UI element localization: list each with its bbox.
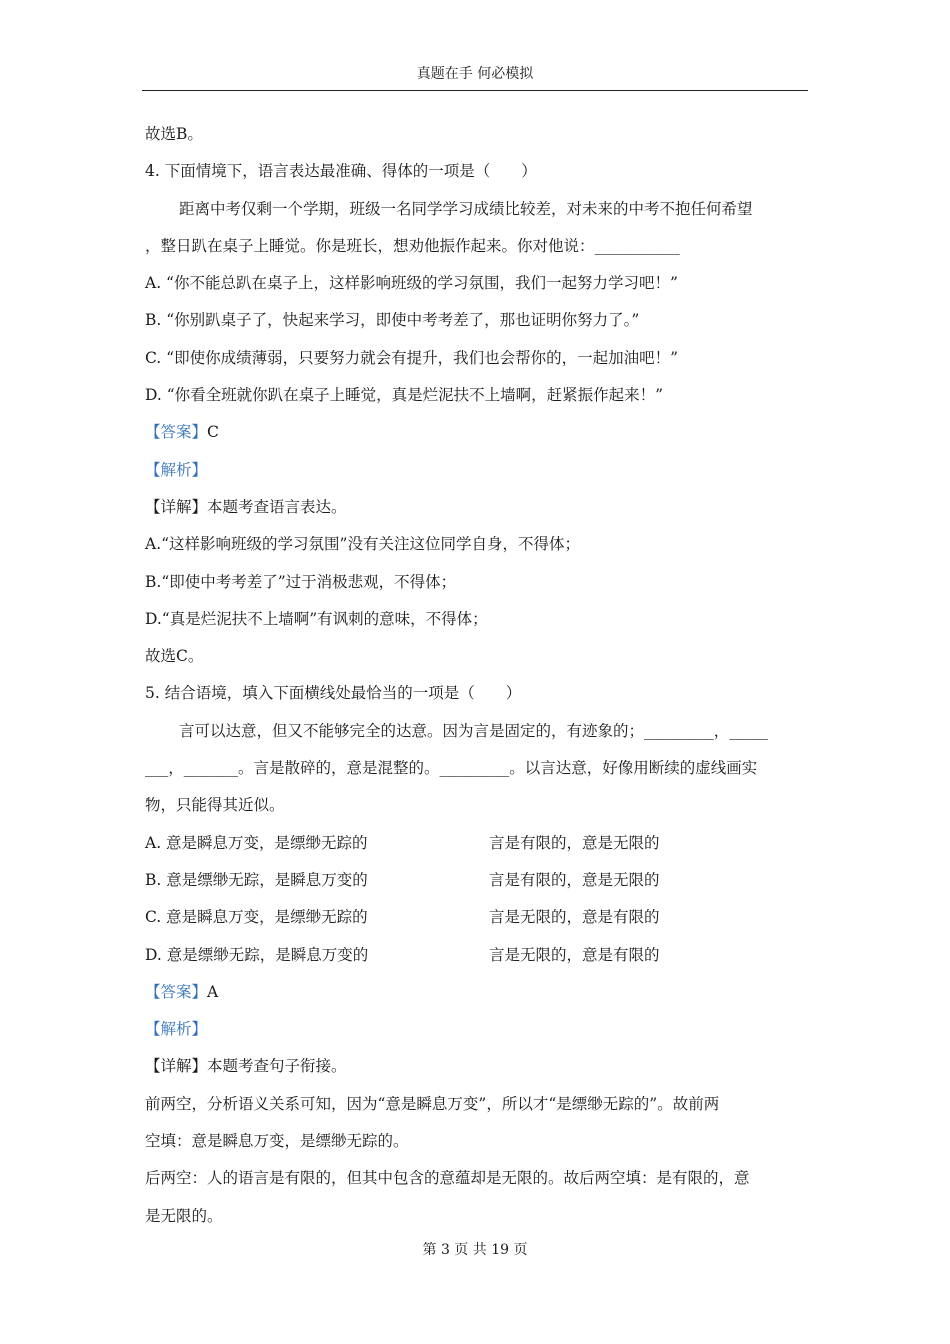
answer-tag: 【答案】 <box>145 982 208 1001</box>
q4-answer-value: C <box>207 423 219 442</box>
q4-analysis-tag: 【解析】 <box>145 460 208 479</box>
q5-option-d: D. 意是缥缈无踪，是瞬息万变的 言是无限的，意是有限的 <box>145 945 660 964</box>
q4-option-a: A. “你不能总趴在桌子上，这样影响班级的学习氛围，我们一起努力学习吧！” <box>145 274 678 293</box>
q5-option-a: A. 意是瞬息万变，是缥缈无踪的 言是有限的，意是无限的 <box>145 833 660 852</box>
q4-context-2: ，整日趴在桌子上睡觉。你是班长，想劝他振作起来。你对他说：___________ <box>145 236 680 255</box>
page-header <box>142 64 808 91</box>
detail-tag: 【详解】 <box>145 1057 208 1076</box>
q4-option-c: C. “即使你成绩薄弱，只要努力就会有提升，我们也会帮你的，一起加油吧！” <box>145 348 679 367</box>
q5-detail-4: 是无限的。 <box>145 1206 223 1225</box>
q4-detail: 【详解】本题考查语言表达。 <box>145 497 347 516</box>
q5-analysis-tag: 【解析】 <box>145 1020 208 1039</box>
q4-conclusion: 故选C。 <box>145 647 204 666</box>
q3-conclusion: 故选B。 <box>145 125 203 143</box>
answer-tag: 【答案】 <box>145 423 208 442</box>
q4-answer <box>145 414 808 451</box>
q5-passage-3: 物，只能得其近似。 <box>145 796 285 815</box>
page-footer <box>0 1240 950 1260</box>
q5-option-c: C. 意是瞬息万变，是缥缈无踪的 言是无限的，意是有限的 <box>145 908 660 927</box>
q5-detail-3: 后两空：人的语言是有限的，但其中包含的意蕴却是无限的。故后两空填：是有限的，意 <box>145 1169 750 1188</box>
q5-answer-value: A <box>207 982 219 1001</box>
q4-detail-d: D.“真是烂泥扶不上墙啊”有讽刺的意味，不得体； <box>145 609 488 628</box>
page-number: 第 3 页 共 19 页 <box>422 1242 528 1258</box>
q4-option-b: B. “你别趴桌子了，快起来学习，即使中考考差了，那也证明你努力了。” <box>145 311 640 330</box>
detail-tag: 【详解】 <box>145 497 208 516</box>
document-body <box>145 116 808 1235</box>
q5-passage-1: 言可以达意，但又不能够完全的达意。因为言是固定的，有迹象的；_________，_____ <box>179 721 769 740</box>
q4-detail-a: A.“这样影响班级的学习氛围”没有关注这位同学自身，不得体； <box>145 535 580 554</box>
q5-detail-2: 空填：意是瞬息万变，是缥缈无踪的。 <box>145 1132 409 1151</box>
q4-detail-b: B.“即使中考考差了”过于消极悲观，不得体； <box>145 572 457 591</box>
q5-detail: 【详解】本题考查句子衔接。 <box>145 1057 347 1076</box>
q5-passage-2: ___，_______。言是散碎的，意是混整的。_________。以言达意，好像用断续的虚线画实 <box>145 759 758 778</box>
q5-answer <box>145 974 808 1011</box>
q5-stem: 5. 结合语境，填入下面横线处最恰当的一项是（ ） <box>145 684 522 703</box>
header-title: 真题在手 何必模拟 <box>416 66 534 82</box>
q4-context-1: 距离中考仅剩一个学期，班级一名同学学习成绩比较差，对未来的中考不抱任何希望 <box>179 199 753 218</box>
q5-option-b: B. 意是缥缈无踪，是瞬息万变的 言是有限的，意是无限的 <box>145 870 660 889</box>
q4-option-d: D. “你看全班就你趴在桌子上睡觉，真是烂泥扶不上墙啊，赶紧振作起来！” <box>145 386 664 405</box>
q5-detail-1: 前两空，分析语义关系可知，因为“意是瞬息万变”，所以才“是缥缈无踪的”。故前两 <box>145 1094 720 1113</box>
q4-stem: 4. 下面情境下，语言表达最准确、得体的一项是（ ） <box>145 162 537 181</box>
